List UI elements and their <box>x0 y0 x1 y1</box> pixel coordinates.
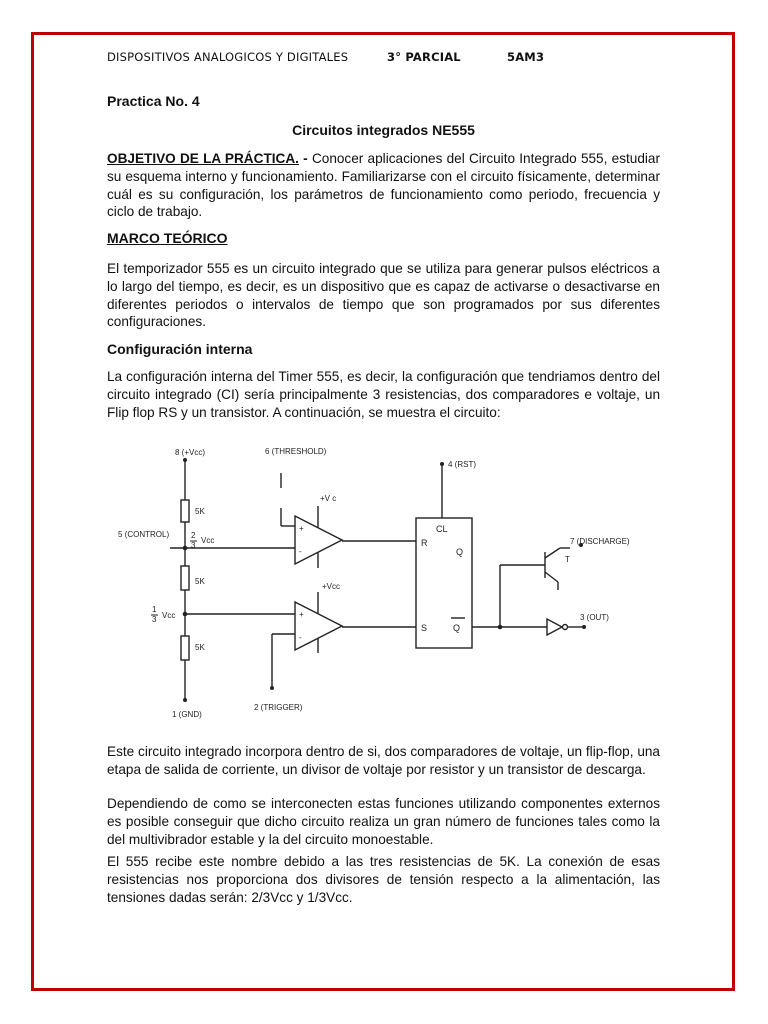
objective-heading: OBJETIVO DE LA PRÁCTICA. <box>107 151 299 166</box>
config-text: La configuración interna del Timer 555, es decir, la configuración que tendriamos dentro del circuito integrado (CI) sería principalmente 3 resistencias, dos comparadores e voltaje, un Flip flop RS y un transistor. A continuación, se muestra el circuito: <box>107 369 660 420</box>
vcc-two-thirds-label: Vcc <box>201 536 215 545</box>
ff-s-label: S <box>421 623 428 633</box>
paragraph-3: El 555 recibe este nombre debido a las tres resistencias de 5K. La conexión de esas resistencias nos proporciona dos divisores de tensión respecto a la alimentación, las tensiones dadas serán: 2/3Vcc y 1/3Vcc. <box>107 854 660 905</box>
frac-two-num: 2 <box>191 531 196 540</box>
ff-r-label: R <box>421 538 428 548</box>
pin-out-label: 3 (OUT) <box>580 613 609 622</box>
lower-plus: + <box>299 610 304 619</box>
ff-qbar-label: Q <box>453 623 461 633</box>
config-heading: Configuración interna <box>107 341 253 357</box>
ff-q-label: Q <box>456 547 464 557</box>
paragraph-1: Este circuito integrado incorpora dentro de si, dos comparadores de voltaje, un flip-flop, una etapa de salida de corriente, un divisor de voltaje por resistor y un transistor de descarga. <box>107 744 660 777</box>
marco-heading: MARCO TEÓRICO <box>107 230 228 246</box>
document-title: Circuitos integrados NE555 <box>292 122 475 138</box>
resistor-top-label: 5K <box>195 507 205 516</box>
pin-control-label: 5 (CONTROL) <box>118 530 170 539</box>
output-inverter <box>547 619 562 635</box>
marco-text: El temporizador 555 es un circuito integrado que se utiliza para generar pulsos eléctricos a lo largo del tiempo, es decir, es un dispositivo que es capaz de activarse o desactivarse en diferentes periodos o intervalos de tiempo que son programados por sus diferentes configuraciones. <box>107 261 660 330</box>
transistor-label: T <box>565 555 570 564</box>
objective-dash: - <box>298 151 312 166</box>
resistor-mid-label: 5K <box>195 577 205 586</box>
header-group: 5AM3 <box>507 50 545 64</box>
vcc-one-third-label: Vcc <box>162 611 176 620</box>
objective-paragraph <box>107 150 660 221</box>
paragraph-2: Dependiendo de como se interconecten estas funciones utilizando componentes externos es posible conseguir que dicho circuito realiza un gran número de funciones tales como la del multivibrador estable y la del circuito monoestable. <box>107 796 660 847</box>
comparator-top-vcc: +V c <box>320 494 337 503</box>
pin-gnd-label: 1 (GND) <box>172 710 202 719</box>
frac-three-a: 3 <box>191 541 196 550</box>
frac-one-num: 1 <box>152 605 157 614</box>
upper-plus: + <box>299 524 304 533</box>
ne555-internal-diagram <box>100 438 660 723</box>
header-exam: 3° PARCIAL <box>387 50 461 64</box>
pin-rst-label: 4 (RST) <box>448 460 476 469</box>
frac-three-b: 3 <box>152 615 157 624</box>
resistor-bot-label: 5K <box>195 643 205 652</box>
resistor-mid <box>181 566 189 590</box>
pin-threshold-label: 6 (THRESHOLD) <box>265 447 327 456</box>
ff-cl-label: CL <box>436 524 448 534</box>
resistor-top <box>181 500 189 522</box>
header-course: DISPOSITIVOS ANALOGICOS Y DIGITALES <box>107 50 349 64</box>
resistor-bot <box>181 636 189 660</box>
upper-minus: - <box>299 547 302 556</box>
practice-number: Practica No. 4 <box>107 93 200 109</box>
pin-trigger-label: 2 (TRIGGER) <box>254 703 303 712</box>
objective-text: Conocer aplicaciones del Circuito Integrado 555, estudiar su esquema interno y funcionamiento. Familiarizarse con el circuito físicamente, determinar cuál es su configuración, los parámetros de funcionamiento como periodo, frecuencia y ciclo de trabajo. <box>107 151 660 220</box>
pin-discharge-label: 7 (DISCHARGE) <box>570 537 630 546</box>
pin-vcc-label: 8 (+Vcc) <box>175 448 206 457</box>
lower-minus: - <box>299 633 302 642</box>
comparator-bottom-vcc: +Vcc <box>322 582 341 591</box>
